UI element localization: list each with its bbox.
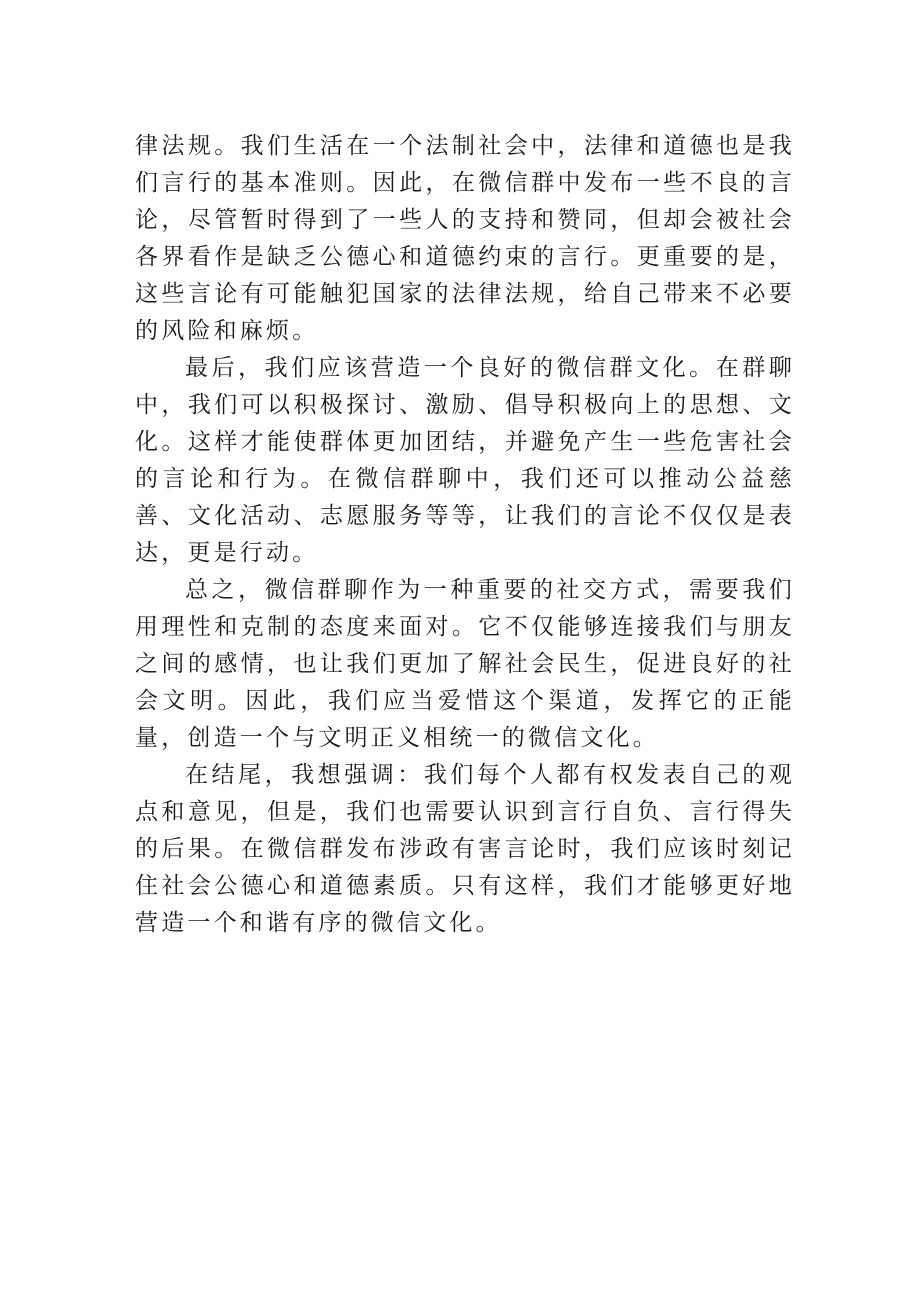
paragraph-2: 最后，我们应该营造一个良好的微信群文化。在群聊中，我们可以积极探讨、激励、倡导积极向上的思想、文化。这样才能使群体更加团结，并避免产生一些危害社会的言论和行为。在微信群聊中，我们还可以推动公益慈善、文化活动、志愿服务等等，让我们的言论不仅仅是表达，更是行动。 bbox=[135, 355, 795, 566]
paragraph-3: 总之，微信群聊作为一种重要的社交方式，需要我们用理性和克制的态度来面对。它不仅能够连接我们与朋友之间的感情，也让我们更加了解社会民生，促进良好的社会文明。因此，我们应当爱惜这个渠道，发挥它的正能量，创造一个与文明正义相统一的微信文化。 bbox=[135, 577, 795, 751]
document-body bbox=[135, 128, 795, 942]
paragraph-1: 律法规。我们生活在一个法制社会中，法律和道德也是我们言行的基本准则。因此，在微信群中发布一些不良的言论，尽管暂时得到了一些人的支持和赞同，但却会被社会各界看作是缺乏公德心和道德约束的言行。更重要的是，这些言论有可能触犯国家的法律法规，给自己带来不必要的风险和麻烦。 bbox=[135, 133, 795, 344]
paragraph-4: 在结尾，我想强调：我们每个人都有权发表自己的观点和意见，但是，我们也需要认识到言行自负、言行得失的后果。在微信群发布涉政有害言论时，我们应该时刻记住社会公德心和道德素质。只有这样，我们才能够更好地营造一个和谐有序的微信文化。 bbox=[135, 762, 795, 936]
